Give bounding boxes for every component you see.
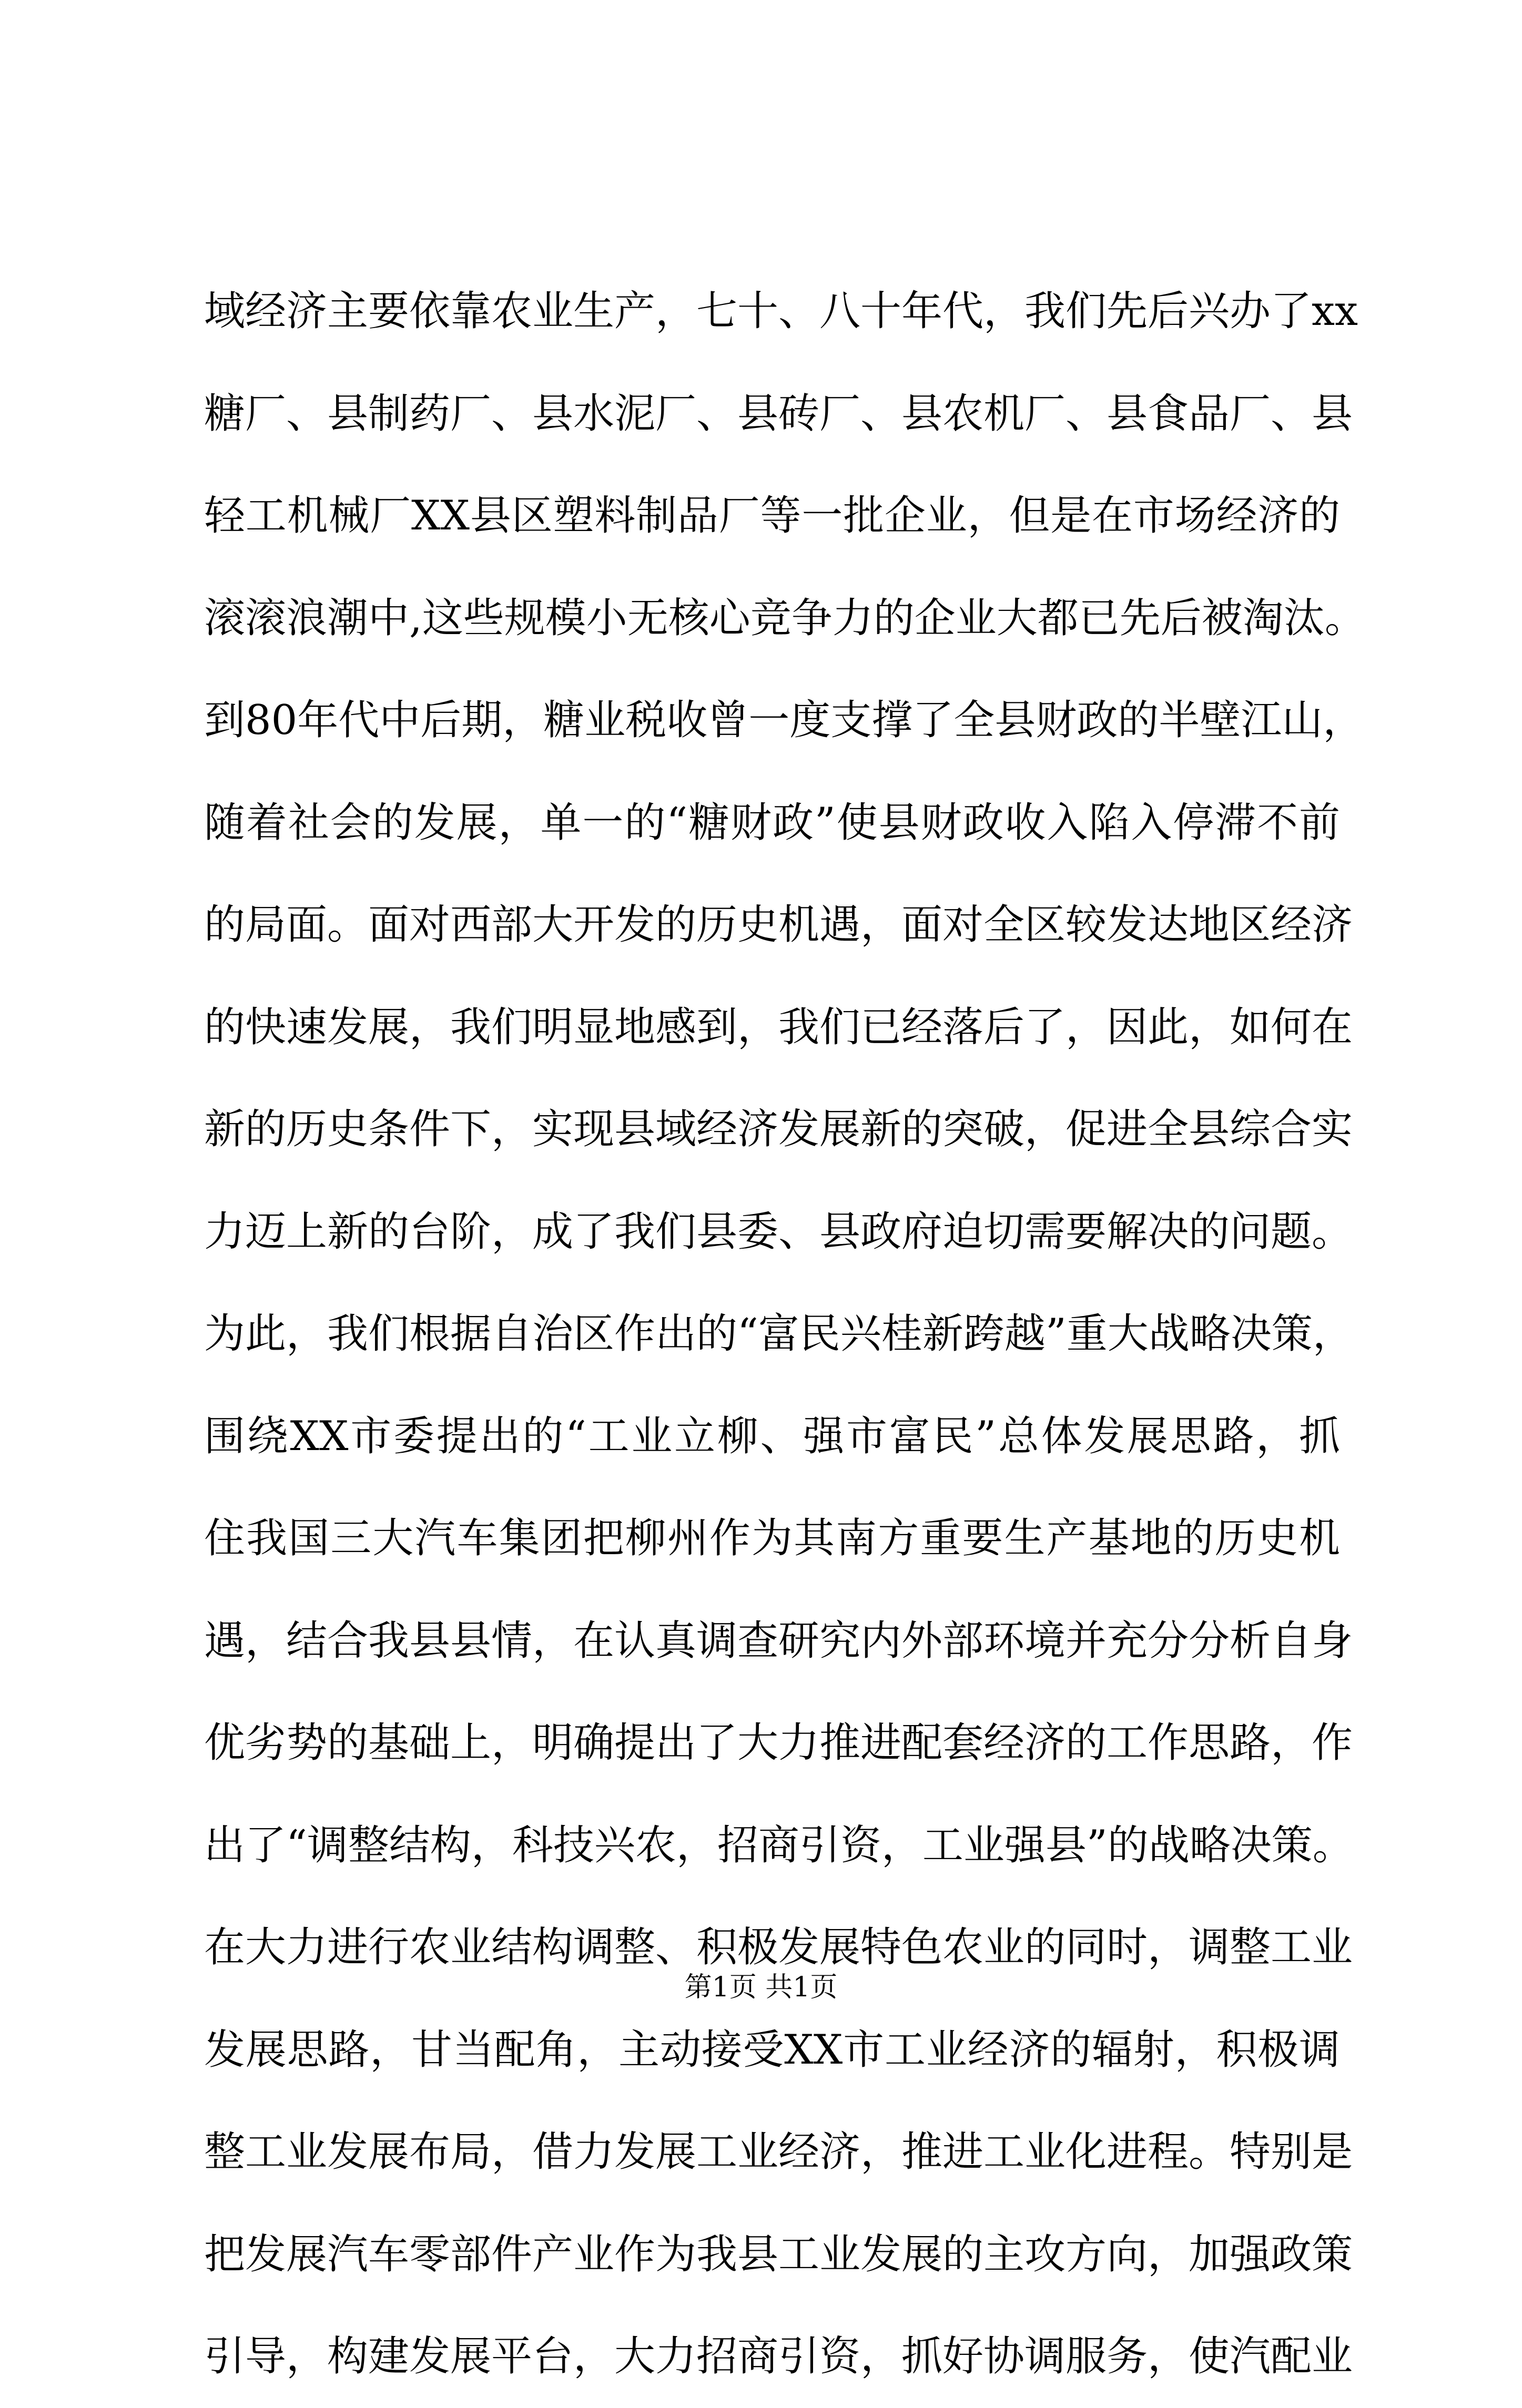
text-line: 轻工机械厂XX县区塑料制品厂等一批企业，但是在市场经济的 xyxy=(204,492,1340,539)
text-line: 把发展汽车零部件产业作为我县工业发展的主攻方向，加强政策 xyxy=(204,2230,1353,2278)
text-line: 糖厂、县制药厂、县水泥厂、县砖厂、县农机厂、县食品厂、县 xyxy=(204,390,1353,437)
text-line: 到80年代中后期，糖业税收曾一度支撑了全县财政的半壁江山， xyxy=(204,697,1364,744)
text-line: 力迈上新的台阶，成了我们县委、县政府迫切需要解决的问题。 xyxy=(204,1208,1353,1256)
text-line: 发展思路，甘当配角，主动接受XX市工业经济的辐射，积极调 xyxy=(204,2026,1340,2074)
text-line: 滚滚浪潮中,这些规模小无核心竞争力的企业大都已先后被淘汰。 xyxy=(204,594,1366,642)
text-line: 随着社会的发展，单一的“糖财政”使县财政收入陷入停滞不前 xyxy=(204,799,1340,846)
text-line: 围绕XX市委提出的“工业立柳、强市富民”总体发展思路，抓 xyxy=(204,1412,1340,1460)
text-line: 的局面。面对西部大开发的历史机遇，面对全区较发达地区经济 xyxy=(204,901,1353,948)
text-line: 出了“调整结构，科技兴农，招商引资，工业强县”的战略决策。 xyxy=(204,1821,1354,1869)
text-line: 遇，结合我县县情，在认真调查研究内外部环境并充分分析自身 xyxy=(204,1617,1353,1665)
text-line: 优劣势的基础上，明确提出了大力推进配套经济的工作思路，作 xyxy=(204,1719,1353,1767)
text-line: 在大力进行农业结构调整、积极发展特色农业的同时，调整工业 xyxy=(204,1924,1353,1971)
text-line: 的快速发展，我们明显地感到，我们已经落后了，因此，如何在 xyxy=(204,1003,1353,1051)
text-line: 住我国三大汽车集团把柳州作为其南方重要生产基地的历史机 xyxy=(204,1515,1340,1562)
page-footer: 第1页 共1页 xyxy=(684,1972,838,2003)
body-text xyxy=(204,260,1366,2408)
text-line: 新的历史条件下，实现县域经济发展新的突破，促进全县综合实 xyxy=(204,1106,1353,1153)
text-line: 域经济主要依靠农业生产，七十、八十年代，我们先后兴办了xx xyxy=(204,288,1358,335)
text-line: 引导，构建发展平台，大力招商引资，抓好协调服务，使汽配业 xyxy=(204,2333,1353,2380)
text-line: 整工业发展布局，借力发展工业经济，推进工业化进程。特别是 xyxy=(204,2128,1353,2176)
text-line: 为此，我们根据自治区作出的“富民兴桂新跨越”重大战略决策， xyxy=(204,1310,1354,1358)
